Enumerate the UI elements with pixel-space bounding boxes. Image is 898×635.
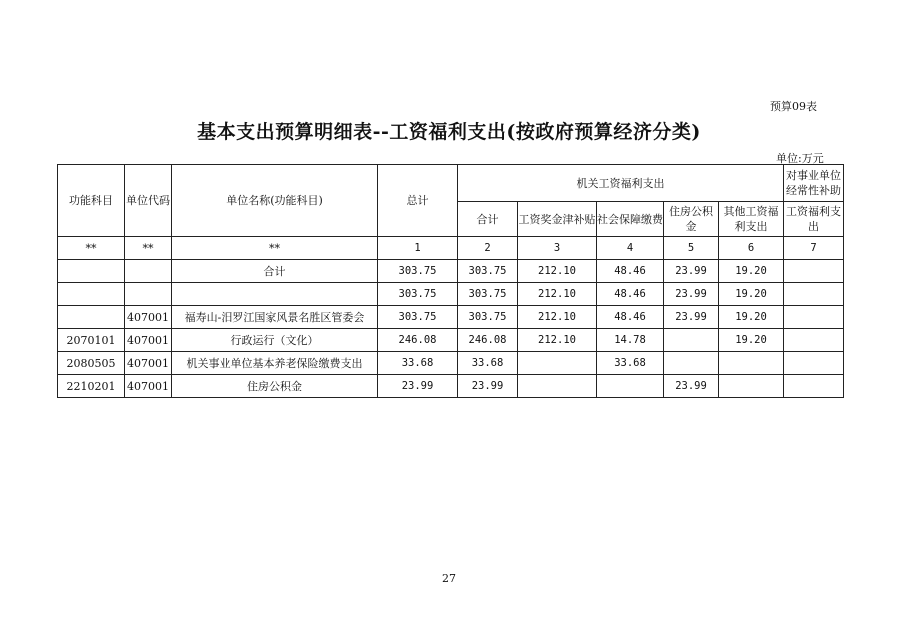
index-cell: 4 (597, 237, 664, 260)
index-cell: 6 (719, 237, 784, 260)
table-cell: 303.75 (458, 260, 518, 283)
table-cell: 23.99 (664, 306, 719, 329)
table-cell (664, 352, 719, 375)
table-cell: 407001 (125, 329, 172, 352)
table-cell (125, 283, 172, 306)
header-other: 其他工资福利支出 (719, 202, 784, 237)
table-row (58, 352, 844, 375)
table-row (58, 375, 844, 398)
header-unit-name: 单位名称(功能科目) (172, 165, 378, 237)
page-title: 基本支出预算明细表--工资福利支出(按政府预算经济分类) (197, 121, 701, 143)
table-cell: 行政运行（文化） (172, 329, 378, 352)
table-cell: 19.20 (719, 306, 784, 329)
table-cell: 33.68 (597, 352, 664, 375)
table-cell (58, 283, 125, 306)
index-cell: ** (172, 237, 378, 260)
header-group-sub: 对事业单位经常性补助 (784, 165, 844, 202)
table-cell: 23.99 (664, 260, 719, 283)
table-cell (784, 329, 844, 352)
table-cell: 303.75 (458, 306, 518, 329)
budget-table (57, 164, 844, 398)
header-row-1 (58, 165, 844, 202)
header-sub-total: 合计 (458, 202, 518, 237)
table-cell: 合计 (172, 260, 378, 283)
table-cell: 19.20 (719, 260, 784, 283)
index-cell: ** (58, 237, 125, 260)
table-cell (784, 260, 844, 283)
index-cell: 2 (458, 237, 518, 260)
table-cell: 48.46 (597, 283, 664, 306)
table-cell: 33.68 (378, 352, 458, 375)
index-cell: ** (125, 237, 172, 260)
table-cell: 福寿山-汨罗江国家风景名胜区管委会 (172, 306, 378, 329)
unit-label: 单位:万元 (776, 152, 824, 165)
table-cell (784, 306, 844, 329)
table-cell (125, 260, 172, 283)
index-cell: 1 (378, 237, 458, 260)
table-cell: 23.99 (378, 375, 458, 398)
table-cell: 303.75 (378, 283, 458, 306)
header-social: 社会保障缴费 (597, 202, 664, 237)
table-row (58, 260, 844, 283)
table-cell: 48.46 (597, 260, 664, 283)
header-group-org: 机关工资福利支出 (458, 165, 784, 202)
table-cell (719, 352, 784, 375)
table-row (58, 329, 844, 352)
table-cell: 23.99 (664, 283, 719, 306)
table-cell (58, 306, 125, 329)
table-cell: 212.10 (518, 260, 597, 283)
table-row (58, 306, 844, 329)
table-cell: 23.99 (664, 375, 719, 398)
table-cell: 303.75 (378, 260, 458, 283)
table-cell (518, 375, 597, 398)
header-total: 总计 (378, 165, 458, 237)
page-number: 27 (442, 572, 456, 585)
table-cell: 212.10 (518, 329, 597, 352)
table-cell (664, 329, 719, 352)
table-cell: 407001 (125, 352, 172, 375)
table-cell: 48.46 (597, 306, 664, 329)
index-row (58, 237, 844, 260)
table-cell: 23.99 (458, 375, 518, 398)
table-cell (784, 375, 844, 398)
header-unit-code: 单位代码 (125, 165, 172, 237)
table-cell: 407001 (125, 375, 172, 398)
table-cell: 2070101 (58, 329, 125, 352)
header-wage-welfare: 工资福利支出 (784, 202, 844, 237)
table-cell: 246.08 (378, 329, 458, 352)
table-cell: 2080505 (58, 352, 125, 375)
table-cell: 212.10 (518, 283, 597, 306)
table-cell: 33.68 (458, 352, 518, 375)
table-cell (58, 260, 125, 283)
form-number: 预算09表 (770, 100, 817, 113)
index-cell: 7 (784, 237, 844, 260)
table-cell: 住房公积金 (172, 375, 378, 398)
table-cell (784, 352, 844, 375)
table-cell (597, 375, 664, 398)
table-cell: 303.75 (378, 306, 458, 329)
table-cell: 19.20 (719, 283, 784, 306)
table-cell: 机关事业单位基本养老保险缴费支出 (172, 352, 378, 375)
table-cell (719, 375, 784, 398)
table-row (58, 283, 844, 306)
table-cell (518, 352, 597, 375)
table-cell: 2210201 (58, 375, 125, 398)
header-func-code: 功能科目 (58, 165, 125, 237)
table-cell (172, 283, 378, 306)
index-cell: 3 (518, 237, 597, 260)
table-cell: 246.08 (458, 329, 518, 352)
table-cell: 19.20 (719, 329, 784, 352)
table-cell: 407001 (125, 306, 172, 329)
index-cell: 5 (664, 237, 719, 260)
table-cell (784, 283, 844, 306)
table-cell: 14.78 (597, 329, 664, 352)
header-salary: 工资奖金津补贴 (518, 202, 597, 237)
table-cell: 212.10 (518, 306, 597, 329)
header-housing: 住房公积金 (664, 202, 719, 237)
table-cell: 303.75 (458, 283, 518, 306)
